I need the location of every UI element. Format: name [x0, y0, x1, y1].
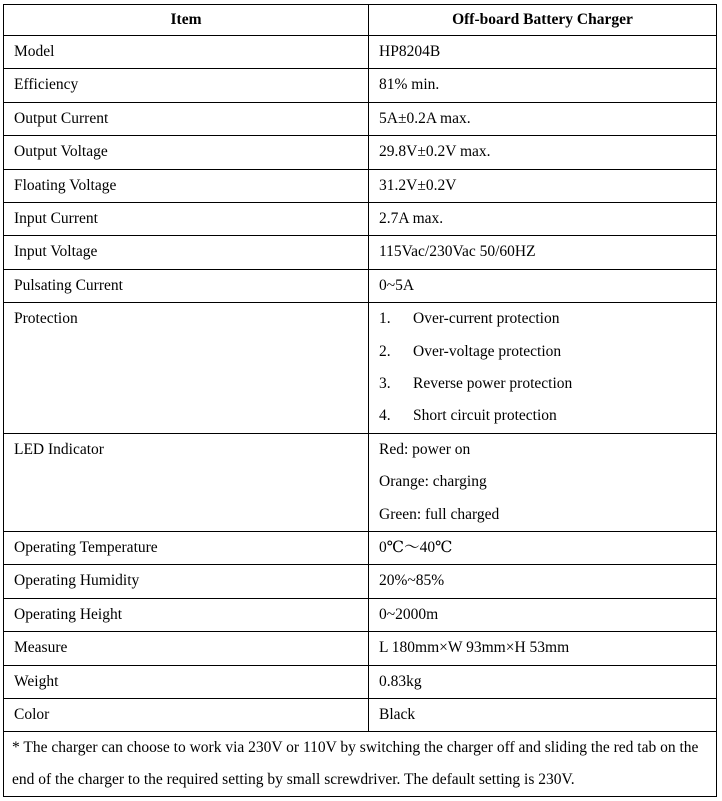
row-value: 0℃～40℃: [369, 531, 717, 564]
row-label: Operating Humidity: [4, 565, 369, 598]
list-number: 4.: [379, 407, 391, 425]
row-value: 20%~85%: [369, 565, 717, 598]
header-item: Item: [4, 5, 369, 36]
row-label: Color: [4, 699, 369, 732]
led-row: [4, 433, 717, 531]
table-row: [4, 36, 717, 69]
row-label: Floating Voltage: [4, 169, 369, 202]
row-value: 115Vac/230Vac 50/60HZ: [369, 236, 717, 269]
table-row: [4, 699, 717, 732]
protection-row: [4, 303, 717, 434]
list-item: [379, 336, 706, 368]
list-number: 3.: [379, 375, 391, 393]
table-row: [4, 269, 717, 302]
row-label: Operating Height: [4, 598, 369, 631]
footnote: * The charger can choose to work via 230V or 110V by switching the charger off and sliding the red tab on the end of the charger to the required setting by small screwdriver. The default setting is 230V.: [4, 732, 717, 797]
table-row: [4, 102, 717, 135]
row-label: Measure: [4, 632, 369, 665]
list-text: Short circuit protection: [413, 407, 557, 425]
row-value: 0.83kg: [369, 665, 717, 698]
list-text: Reverse power protection: [413, 375, 573, 393]
list-item: Red: power on: [379, 440, 471, 458]
list-number: 1.: [379, 310, 391, 328]
row-label: Input Voltage: [4, 236, 369, 269]
table-row: [4, 598, 717, 631]
table-row: [4, 136, 717, 169]
table-row: [4, 203, 717, 236]
list-item: [379, 368, 706, 400]
row-label: Efficiency: [4, 69, 369, 102]
row-label: Input Current: [4, 203, 369, 236]
table-row: [4, 632, 717, 665]
row-value: 0~2000m: [369, 598, 717, 631]
table-row: [4, 531, 717, 564]
protection-list: [369, 303, 717, 434]
row-label: Weight: [4, 665, 369, 698]
row-label: Pulsating Current: [4, 269, 369, 302]
row-label: [4, 303, 369, 434]
table-row: [4, 69, 717, 102]
row-value: 31.2V±0.2V: [369, 169, 717, 202]
row-value: L 180mm×W 93mm×H 53mm: [369, 632, 717, 665]
note-row: [4, 732, 717, 797]
row-value: 29.8V±0.2V max.: [369, 136, 717, 169]
row-value: Black: [369, 699, 717, 732]
row-label: Output Current: [4, 102, 369, 135]
led-label: LED Indicator: [14, 440, 104, 458]
table-row: [4, 665, 717, 698]
list-item: [379, 400, 706, 432]
list-number: 2.: [379, 342, 391, 360]
table-row: [4, 565, 717, 598]
list-text: Over-current protection: [413, 310, 560, 328]
list-text: Over-voltage protection: [413, 342, 562, 360]
row-value: 0~5A: [369, 269, 717, 302]
row-value: 81% min.: [369, 69, 717, 102]
row-label: Operating Temperature: [4, 531, 369, 564]
list-item: Orange: charging: [379, 473, 487, 491]
header-value: Off-board Battery Charger: [369, 5, 717, 36]
header-row: [4, 5, 717, 36]
led-list: [369, 433, 717, 531]
row-value: 5A±0.2A max.: [369, 102, 717, 135]
list-item: [379, 303, 706, 335]
spec-table: [3, 4, 717, 797]
table-row: [4, 169, 717, 202]
row-label: Model: [4, 36, 369, 69]
row-value: HP8204B: [369, 36, 717, 69]
table-row: [4, 236, 717, 269]
list-item: Green: full charged: [379, 505, 500, 523]
row-label: [4, 433, 369, 531]
row-value: 2.7A max.: [369, 203, 717, 236]
row-label: Output Voltage: [4, 136, 369, 169]
protection-label: Protection: [14, 310, 78, 328]
